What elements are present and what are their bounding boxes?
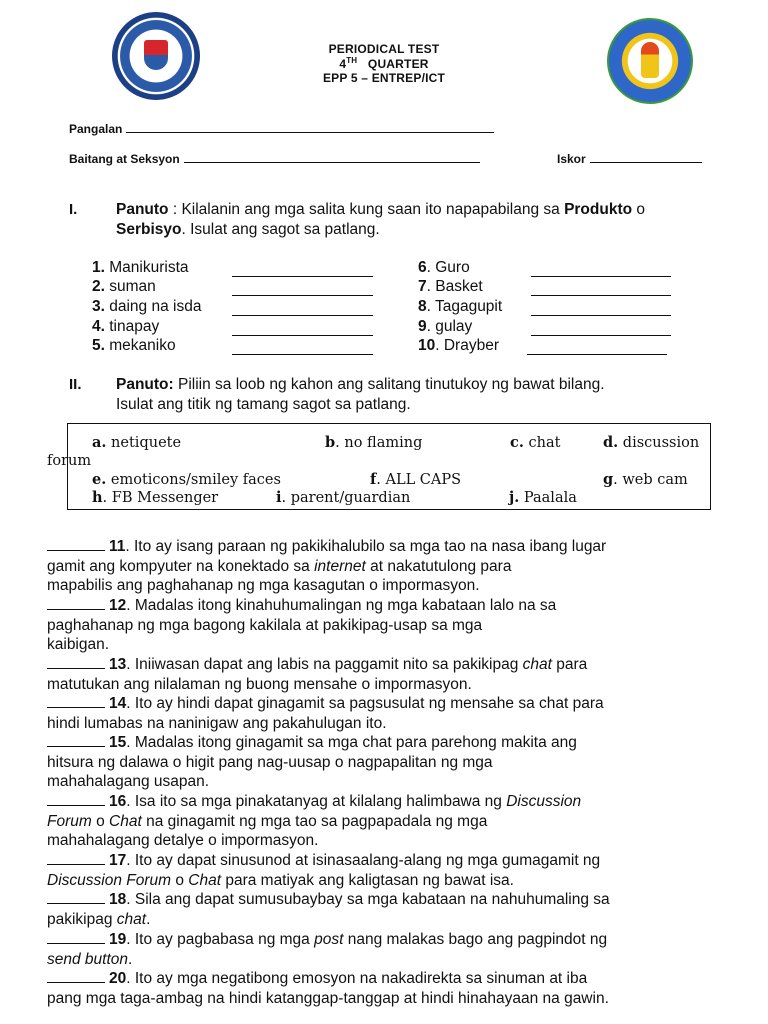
question-number: 12 (109, 597, 127, 614)
quarter-word: QUARTER (367, 57, 429, 71)
choice-text: forum (47, 453, 92, 469)
part1-number: I. (69, 201, 78, 218)
choice-h (92, 489, 218, 506)
score-label: Iskor (557, 152, 586, 166)
question-number: 19 (109, 931, 127, 948)
item-number: 10 (418, 337, 436, 354)
answer-blank-18[interactable] (47, 889, 105, 904)
choice-letter: f (370, 471, 377, 488)
part1-instruction (116, 200, 746, 239)
answer-blank-5[interactable] (232, 354, 373, 355)
choice-letter: c. (510, 434, 524, 451)
answer-blank-15[interactable] (47, 732, 105, 747)
question-text: matutukan ang nilalaman ng buong mensahe o impormasyon. (47, 675, 472, 693)
question-text: . Ito ay isang paraan ng pakikihalubilo sa mga tao na nasa ibang lugar (125, 538, 607, 555)
choice-text: chat (523, 435, 561, 451)
question-text: mapabilis ang paghahanap ng mga kasagutan o impormasyon. (47, 577, 480, 595)
question-text: pakikipag (47, 910, 117, 928)
answer-blank-4[interactable] (232, 335, 373, 336)
question-italic: Discussion (506, 793, 582, 810)
answer-blank-11[interactable] (47, 536, 105, 551)
question-text: para (551, 656, 588, 673)
item-text: mekaniko (109, 337, 176, 354)
question-text: . Ito ay mga negatibong emosyon na nakadirekta sa sinuman at iba (126, 970, 588, 987)
part2-instruction (116, 375, 746, 414)
item-8 (418, 298, 502, 316)
item-number: 8 (418, 298, 427, 315)
question-number: 18 (109, 891, 127, 908)
question-text: mahahalagang usapan. (47, 773, 210, 791)
choice-d-continued (47, 452, 91, 469)
question-text: o (91, 812, 110, 830)
question-text: kaibigan. (47, 636, 110, 654)
question-text: . Madalas itong kinahuhumalingan ng mga kabataan lalo na sa (126, 597, 557, 614)
score-line[interactable] (590, 150, 702, 163)
question-number: 17 (109, 852, 127, 869)
choice-text: . FB Messenger (102, 490, 219, 506)
grade-section-field[interactable] (69, 150, 480, 166)
part1-instr-label: Panuto (116, 201, 169, 218)
choice-text: netiquete (106, 435, 182, 451)
question-14 (47, 693, 604, 733)
answer-blank-6[interactable] (531, 276, 671, 277)
answer-blank-2[interactable] (232, 295, 373, 296)
item-text: Manikurista (109, 259, 189, 276)
answer-blank-12[interactable] (47, 595, 105, 610)
question-text: nang malakas bago ang pagpindot ng (343, 931, 608, 948)
answer-blank-10[interactable] (527, 354, 667, 355)
choice-j (509, 489, 577, 506)
choice-e (92, 471, 281, 488)
choice-text: emoticons/smiley faces (106, 472, 281, 488)
question-italic: Discussion Forum (47, 871, 172, 889)
item-text: suman (109, 278, 156, 295)
question-italic: chat (522, 656, 552, 673)
quarter-number: 4 (339, 57, 347, 71)
grade-section-line[interactable] (184, 150, 480, 163)
question-number: 11 (109, 538, 126, 555)
choice-i (276, 489, 410, 506)
item-text: tinapay (109, 318, 160, 335)
question-text: . Ito ay dapat sinusunod at isinasaalang-alang ng mga gumagamit ng (126, 852, 601, 869)
question-12 (47, 595, 556, 655)
choice-letter: h (92, 489, 103, 506)
name-label: Pangalan (69, 122, 123, 136)
question-italic: Chat (109, 812, 142, 830)
choice-text: . parent/guardian (281, 490, 411, 506)
choice-text: Paalala (519, 490, 577, 506)
answer-blank-20[interactable] (47, 968, 105, 983)
choice-g (603, 471, 688, 488)
part1-service-word: Serbisyo (116, 220, 182, 238)
question-text: . Madalas itong ginagamit sa mga chat para parehong makita ang (126, 734, 577, 751)
item-number: 3. (92, 298, 105, 315)
answer-blank-13[interactable] (47, 654, 105, 669)
question-15 (47, 732, 577, 792)
quarter-suffix: TH (346, 56, 358, 65)
item-text: . Drayber (435, 337, 499, 354)
item-10 (418, 337, 499, 355)
question-text: . Sila ang dapat sumusubaybay sa mga kabataan na nahuhumaling sa (126, 891, 610, 908)
question-text: paghahanap ng mga bagong kakilala at pakikipag-usap sa mga (47, 616, 483, 634)
question-number: 13 (109, 656, 127, 673)
question-text: . (146, 910, 151, 928)
question-text: . (128, 950, 133, 968)
part1-instr-or: o (632, 201, 646, 218)
item-1 (92, 259, 189, 277)
answer-blank-3[interactable] (232, 315, 373, 316)
question-text: pang mga taga-ambag na hindi katanggap-tanggap at hindi hinahayaan na gawin. (47, 989, 609, 1007)
answer-blank-1[interactable] (232, 276, 373, 277)
question-20 (47, 968, 609, 1008)
question-text: gamit ang kompyuter na konektado sa (47, 557, 315, 575)
item-6 (418, 259, 470, 277)
question-text: para matiyak ang kaligtasan ng bawat isa. (221, 871, 514, 889)
item-number: 2. (92, 278, 105, 295)
answer-blank-19[interactable] (47, 929, 105, 944)
question-text: o (171, 871, 189, 889)
question-13 (47, 654, 587, 694)
question-italic: internet (314, 557, 366, 575)
part2-instr-label: Panuto: (116, 376, 174, 393)
item-9 (418, 318, 472, 336)
question-text: mahahalagang detalye o impormasyon. (47, 832, 319, 850)
part2-number: II. (69, 376, 82, 393)
name-field[interactable] (69, 120, 494, 136)
item-text: . Basket (426, 278, 483, 295)
question-text: na ginagamit ng mga tao sa pagpapadala ng mga (141, 812, 488, 830)
question-11 (47, 536, 606, 596)
question-number: 15 (109, 734, 127, 751)
name-line[interactable] (126, 120, 494, 133)
question-17 (47, 850, 600, 890)
item-number: 4. (92, 318, 105, 335)
question-text: at nakatutulong para (365, 557, 512, 575)
choice-text: . ALL CAPS (376, 472, 462, 488)
answer-blank-16[interactable] (47, 791, 105, 806)
quarter-label (0, 56, 768, 71)
question-text: . Iniiwasan dapat ang labis na paggamit nito sa pakikipag (126, 656, 523, 673)
question-16 (47, 791, 581, 851)
choice-c (510, 434, 560, 451)
item-text: . gulay (426, 318, 473, 335)
score-field[interactable] (557, 150, 702, 166)
question-text: . Ito ay hindi dapat ginagamit sa pagsusulat ng mensahe sa chat para (126, 695, 604, 712)
choice-text: . web cam (613, 472, 688, 488)
question-text: hitsura ng dalawa o higit pang nag-uusap o nagpapalitan ng mga (47, 753, 493, 771)
answer-blank-8[interactable] (531, 315, 671, 316)
grade-section-label: Baitang at Seksyon (69, 152, 180, 166)
question-19 (47, 929, 607, 969)
part1-instr-text: : Kilalanin ang mga salita kung saan ito napapabilang sa (168, 201, 565, 218)
item-number: 5. (92, 337, 105, 354)
choice-f (370, 471, 461, 488)
choice-letter: e. (92, 471, 107, 488)
question-text: . Isa ito sa mga pinakatanyag at kilalang halimbawa ng (126, 793, 507, 810)
answer-blank-7[interactable] (531, 295, 671, 296)
choice-d (603, 434, 699, 451)
choice-letter: a. (92, 434, 107, 451)
choice-letter: d. (603, 434, 619, 451)
question-number: 16 (109, 793, 127, 810)
question-italic: post (314, 931, 344, 948)
part1-product-word: Produkto (564, 201, 633, 218)
choice-letter: j. (509, 489, 520, 506)
item-5 (92, 337, 176, 355)
item-number: 9 (418, 318, 427, 335)
answer-blank-14[interactable] (47, 693, 105, 708)
item-text: daing na isda (109, 298, 202, 315)
choice-text: discussion (618, 435, 700, 451)
item-7 (418, 278, 483, 296)
choice-b (325, 434, 422, 451)
choice-text: . no flaming (335, 435, 423, 451)
question-18 (47, 889, 610, 929)
item-number: 7 (418, 278, 427, 295)
item-4 (92, 318, 159, 336)
part2-instr-line2: Isulat ang titik ng tamang sagot sa patlang. (116, 395, 411, 413)
choice-letter: g (603, 471, 614, 488)
item-text: . Tagagupit (426, 298, 503, 315)
item-number: 6 (418, 259, 427, 276)
question-italic: send button (47, 950, 129, 968)
answer-blank-9[interactable] (531, 335, 671, 336)
question-italic: Chat (188, 871, 222, 889)
choice-letter: b (325, 434, 336, 451)
choice-a (92, 434, 181, 451)
item-2 (92, 278, 156, 296)
item-3 (92, 298, 201, 316)
choice-letter: i (276, 489, 282, 506)
answer-blank-17[interactable] (47, 850, 105, 865)
item-text: . Guro (426, 259, 470, 276)
question-number: 14 (109, 695, 127, 712)
test-title: PERIODICAL TEST (328, 42, 440, 56)
question-italic: chat (116, 910, 147, 928)
question-number: 20 (109, 970, 127, 987)
subject-label: EPP 5 – ENTREP/ICT (322, 71, 446, 85)
question-text: hindi lumabas na naninigaw ang pakahulugan ito. (47, 714, 387, 732)
question-italic: Forum (47, 812, 92, 830)
item-number: 1. (92, 259, 105, 276)
part2-instr-line1: Piliin sa loob ng kahon ang salitang tinutukoy ng bawat bilang. (173, 376, 605, 393)
part1-instr-tail: . Isulat ang sagot sa patlang. (181, 220, 380, 238)
question-text: . Ito ay pagbabasa ng mga (126, 931, 315, 948)
